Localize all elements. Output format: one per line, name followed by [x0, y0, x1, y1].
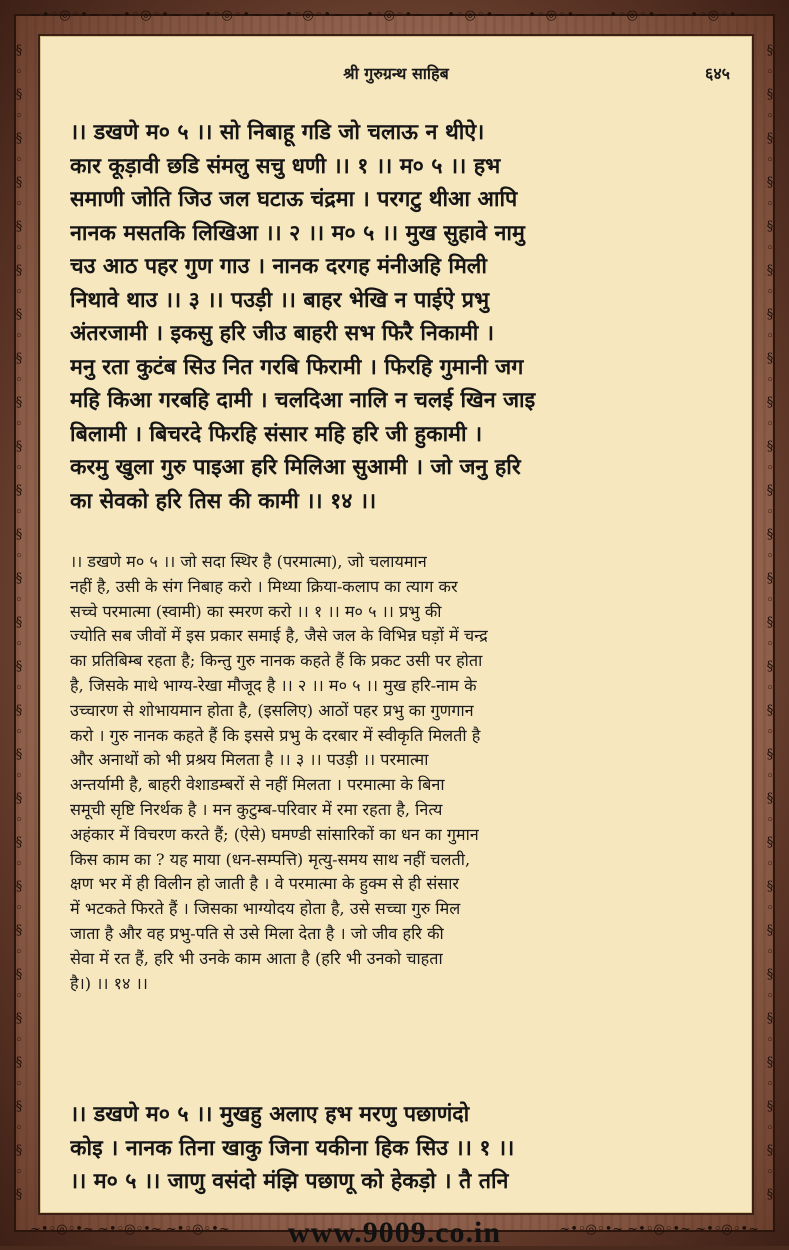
verse-line: कोइ । नानक तिना खाकु जिना यकीना हिक सिउ ।। १ ।। — [70, 1132, 735, 1166]
verse-line: मनु रता कुटंब सिउ नित गरबि फिरामी । फिरहि गुमानी जग — [70, 351, 735, 385]
meaning-line: क्षण भर में ही विलीन हो जाती है । वे परमात्मा के हुक्म से ही संसार — [70, 872, 740, 897]
meaning-line: ज्योति सब जीवों में इस प्रकार समाई है, जैसे जल के विभिन्न घड़ों में चन्द्र — [70, 624, 740, 649]
footer-ornament-right: ~•◦◎◦•~ ~•◦◎◦•~ ~•◦◎◦•~ — [559, 1222, 759, 1237]
verse-line: महि किआ गरबहि दामी । चलदिआ नालि न चलई खिन जाइ — [70, 384, 735, 418]
verse-line: अंतरजामी । इकसु हरि जीउ बाहरी सभ फिरै निकामी । — [70, 317, 735, 351]
page-title: श्री गुरुग्रन्थ साहिब — [40, 62, 752, 84]
right-ornament: § ◦ § ◦ § ◦ § ◦ § ◦ § ◦ § ◦ § ◦ § ◦ § ◦ § ◦ § ◦ § ◦ § ◦ § ◦ § ◦ § ◦ § ◦ § ◦ § ◦ § ◦ § ◦ § ◦ § ◦ § ◦ § ◦ § — [761, 40, 779, 1206]
verse-line: ।। म० ५ ।। जाणु वसंदो मंझि पछाणू को हेकड़ो । तै तनि — [70, 1165, 735, 1199]
verse-line: ।। डखणे म० ५ ।। सो निबाहू गडि जो चलाऊ न थीऐ। — [70, 116, 735, 150]
meaning-line: है, जिसके माथे भाग्य-रेखा मौजूद है ।। २ ।। म० ५ ।। मुख हरि-नाम के — [70, 674, 740, 699]
page-number: ६४५ — [705, 62, 730, 84]
meaning-line: करो । गुरु नानक कहते हैं कि इससे प्रभु के दरबार में स्वीकृति मिलती है — [70, 724, 740, 749]
gurbani-verse-block — [70, 116, 735, 518]
meaning-line: ।। डखणे म० ५ ।। जो सदा स्थिर है (परमात्मा), जो चलायमान — [70, 550, 740, 575]
verse-line: कार कूड़ावी छडि संमलु सचु धणी ।। १ ।। म० ५ ।। हभ — [70, 150, 735, 184]
footer-ornament-left: ~•◦◎◦•~ ~•◦◎◦•~ ~•◦◎◦•~ — [30, 1222, 230, 1237]
left-ornament: § ◦ § ◦ § ◦ § ◦ § ◦ § ◦ § ◦ § ◦ § ◦ § ◦ § ◦ § ◦ § ◦ § ◦ § ◦ § ◦ § ◦ § ◦ § ◦ § ◦ § ◦ § ◦ § ◦ § ◦ § ◦ § ◦ § — [10, 40, 28, 1206]
meaning-line: और अनाथों को भी प्रश्रय मिलता है ।। ३ ।। पउड़ी ।। परमात्मा — [70, 748, 740, 773]
verse-line: नानक मसतकि लिखिआ ।। २ ।। म० ५ ।। मुख सुहावे नामु — [70, 217, 735, 251]
verse-line: निथावे थाउ ।। ३ ।। पउड़ी ।। बाहर भेखि न पाईऐ प्रभु — [70, 284, 735, 318]
verse-line: चउ आठ पहर गुण गाउ । नानक दरगह मंनीअहि मिली — [70, 250, 735, 284]
meaning-line: समूची सृष्टि निरर्थक है । मन कुटुम्ब-परिवार में रमा रहता है, नित्य — [70, 798, 740, 823]
meaning-line: है।) ।। १४ ।। — [70, 972, 740, 997]
meaning-line: अहंकार में विचरण करते हैं; (ऐसे) घमण्डी सांसारिकों का धन का गुमान — [70, 823, 740, 848]
meaning-line: जाता है और वह प्रभु-पति से उसे मिला देता है । जो जीव हरि की — [70, 922, 740, 947]
verse-line: का सेवको हरि तिस की कामी ।। १४ ।। — [70, 485, 735, 519]
verse-line: ।। डखणे म० ५ ।। मुखहु अलाए हभ मरणु पछाणंदो — [70, 1098, 735, 1132]
website-link[interactable]: www.9009.co.in — [288, 1216, 501, 1250]
meaning-line: उच्चारण से शोभायमान होता है, (इसलिए) आठों पहर प्रभु का गुणगान — [70, 699, 740, 724]
top-ornament: ~•◦◎◦•~ ~•◦◎◦•~ ~•◦◎◦•~ ~•◦◎◦•~ ~•◦◎◦•~ ~•◦◎◦•~ ~•◦◎◦•~ ~•◦◎◦•~ ~•◦◎◦•~ ~•◦◎◦•~ — [30, 8, 759, 26]
hindi-meaning-block — [70, 550, 740, 996]
page-footer — [0, 1214, 789, 1246]
meaning-line: का प्रतिबिम्ब रहता है; किन्तु गुरु नानक कहते हैं कि प्रकट उसी पर होता — [70, 649, 740, 674]
gurbani-verse-block-bottom — [70, 1098, 735, 1199]
meaning-line: किस काम का ? यह माया (धन-सम्पत्ति) मृत्यु-समय साथ नहीं चलती, — [70, 848, 740, 873]
verse-line: समाणी जोति जिउ जल घटाऊ चंद्रमा । परगटु थीआ आपि — [70, 183, 735, 217]
page-sheet — [38, 34, 754, 1215]
verse-line: करमु खुला गुरु पाइआ हरि मिलिआ सुआमी । जो जनु हरि — [70, 451, 735, 485]
meaning-line: नहीं है, उसी के संग निबाह करो । मिथ्या क्रिया-कलाप का त्याग कर — [70, 575, 740, 600]
verse-line: बिलामी । बिचरदे फिरहि संसार महि हरि जी हुकामी । — [70, 418, 735, 452]
meaning-line: में भटकते फिरते हैं । जिसका भाग्योदय होता है, उसे सच्चा गुरु मिल — [70, 897, 740, 922]
meaning-line: अन्तर्यामी है, बाहरी वेशाडम्बरों से नहीं मिलता । परमात्मा के बिना — [70, 773, 740, 798]
meaning-line: सच्चे परमात्मा (स्वामी) का स्मरण करो ।। १ ।। म० ५ ।। प्रभु की — [70, 600, 740, 625]
meaning-line: सेवा में रत हैं, हरि भी उनके काम आता है (हरि भी उनको चाहता — [70, 947, 740, 972]
page-header — [40, 62, 752, 86]
